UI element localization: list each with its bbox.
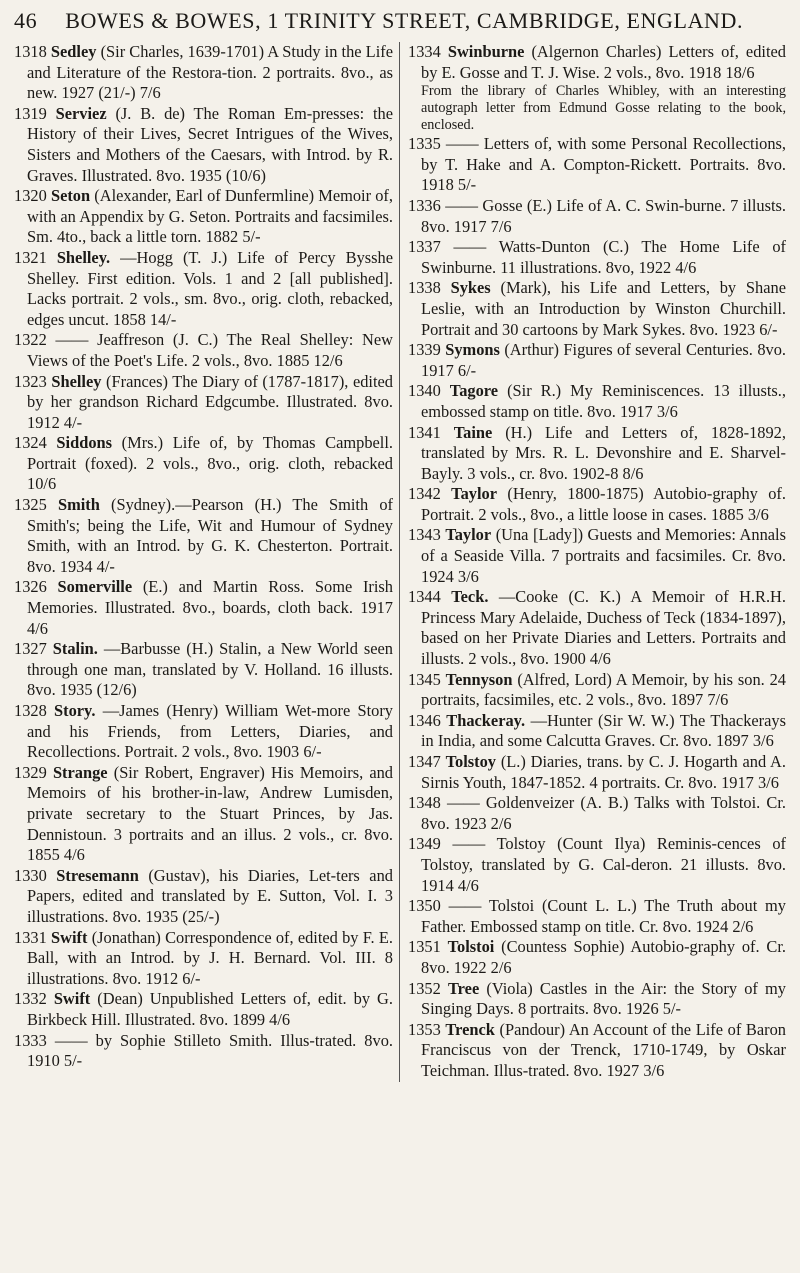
entry-text: (Sir Charles, 1639-1701) A Study in the Life and Literature of the Restora-tion. 2 portraits. 8vo., as new. 1927 (21/-) 7/6	[27, 42, 393, 103]
page-title: BOWES & BOWES, 1 TRINITY STREET, CAMBRIDGE, ENGLAND.	[65, 8, 744, 33]
catalogue-entry	[14, 577, 393, 639]
entry-note	[408, 83, 786, 134]
entry-text: —Cooke (C. K.) A Memoir of H.R.H. Princess Mary Adelaide, Duchess of Teck (1834-1897), based on her Private Diaries and Letters. Portraits and illusts. 2 vols., 8vo. 1900 4/6	[421, 587, 786, 669]
catalogue-entry	[408, 896, 786, 937]
entry-text: (Sir Robert, Engraver) His Memoirs, and Memoirs of his brother-in-law, Andrew Lumisden, private secretary to the Stuart Princes, by Jas. Dennistoun. 3 portraits and an illus. 2 vols., cr. 8vo. 1855 4/6	[27, 762, 393, 865]
catalogue-entry	[14, 433, 393, 495]
entry-name: Story.	[54, 701, 96, 720]
catalogue-entry	[408, 237, 786, 278]
entry-number: 1324	[14, 433, 47, 453]
entry-name: Siddons	[56, 433, 113, 453]
page-header	[14, 8, 788, 42]
entry-number: 1327	[14, 639, 47, 659]
entry-number: 1345	[408, 669, 441, 689]
entry-name: Tree	[447, 978, 480, 998]
entry-text: (L.) Diaries, trans. by C. J. Hogarth and A. Sirnis Youth, 1847-1852. 4 portraits. Cr. 8vo. 1917 3/6	[421, 752, 786, 792]
entry-text: (Dean) Unpublished Letters of, edit. by G. Birkbeck Hill. Illustrated. 8vo. 1899 4/6	[27, 989, 393, 1029]
entry-number: 1338	[408, 278, 441, 298]
entry-text: (Mrs.) Life of, by Thomas Campbell. Portrait (foxed). 2 vols., 8vo., orig. cloth, rebacked 10/6	[27, 433, 393, 494]
entry-name: Stalin.	[52, 639, 98, 659]
entry-name: Taylor	[445, 525, 492, 545]
entry-name: Sykes	[450, 278, 491, 298]
catalogue-entry	[408, 484, 786, 525]
catalogue-entry	[408, 834, 786, 896]
catalogue-entry	[408, 134, 786, 196]
entry-text: —— Goldenveizer (A. B.) Talks with Tolstoi. Cr. 8vo. 1923 2/6	[421, 793, 786, 833]
entry-name: Somerville	[57, 577, 133, 597]
catalogue-entry	[408, 711, 786, 752]
entry-number: 1329	[14, 762, 47, 782]
entry-name: Stresemann	[56, 865, 139, 885]
entry-text: —— Gosse (E.) Life of A. C. Swin-burne. 7 illusts. 8vo. 1917 7/6	[421, 195, 786, 236]
catalogue-entry	[14, 330, 393, 371]
entry-number: 1323	[14, 371, 47, 391]
entry-name: Taine	[453, 422, 493, 442]
entry-name: Swift	[51, 927, 88, 947]
entry-number: 1342	[408, 484, 441, 504]
catalogue-entry	[14, 639, 393, 701]
entry-text: —James (Henry) William Wet-more Story and his Friends, from Letters, Diaries, and Recollections. Portrait. 2 vols., 8vo. 1903 6/-	[27, 701, 393, 762]
entry-name: Tagore	[449, 381, 499, 401]
entry-text: (Frances) The Diary of (1787-1817), edited by her grandson Richard Edgcumbe. Illustrated. 8vo. 1912 4/-	[27, 371, 393, 432]
entry-number: 1339	[408, 340, 441, 360]
catalogue-entry	[14, 928, 393, 990]
catalogue-entry	[408, 752, 786, 793]
entry-number: 1336	[408, 195, 441, 215]
entry-text: From the library of Charles Whibley, with an interesting autograph letter from Edmund Gosse relating to the book, enclosed.	[421, 83, 786, 134]
entry-text: (Henry, 1800-1875) Autobio-graphy of. Portrait. 2 vols., 8vo., a little loose in cases. 1885 3/6	[421, 484, 786, 524]
entry-number: 1334	[408, 42, 441, 61]
catalogue-entry	[408, 278, 786, 340]
entry-text: (Alexander, Earl of Dunfermline) Memoir of, with an Appendix by G. Seton. Portraits and facsimiles. Sm. 4to., back a little torn. 1882 5/-	[27, 186, 393, 247]
catalogue-columns	[14, 42, 788, 1082]
entry-number: 1326	[14, 577, 47, 597]
entry-text: (Mark), his Life and Letters, by Shane Leslie, with an Introduction by Winston Churchill. Portrait and 30 cartoons by Mark Sykes. 8vo. 1923 6/-	[421, 278, 786, 339]
entry-number: 1341	[408, 422, 441, 442]
entry-name: Shelley	[51, 371, 102, 391]
entry-name: Seton	[50, 186, 91, 206]
catalogue-entry	[408, 42, 786, 83]
catalogue-entry	[14, 372, 393, 434]
entry-text: —— by Sophie Stilleto Smith. Illus-trated. 8vo. 1910 5/-	[27, 1030, 393, 1071]
entry-name: Taylor	[451, 484, 497, 504]
catalogue-entry	[408, 793, 786, 834]
entry-number: 1352	[408, 978, 441, 998]
entry-number: 1340	[408, 381, 441, 401]
entry-text: (Pandour) An Account of the Life of Baron Franciscus von der Trenck, 1710-1749, by Oskar Teichman. Illus-trated. 8vo. 1927 3/6	[421, 1019, 786, 1080]
entry-name: Trenck	[445, 1019, 495, 1039]
entry-text: —Hunter (Sir W. W.) The Thackerays in India, and some Calcutta Graves. Cr. 8vo. 1897 3/6	[421, 710, 786, 751]
left-column	[14, 42, 400, 1082]
entry-number: 1337	[408, 237, 441, 257]
catalogue-entry	[408, 525, 786, 587]
catalogue-entry	[14, 701, 393, 763]
entry-text: —Barbusse (H.) Stalin, a New World seen through one man, translated by V. Holland. 16 illusts. 8vo. 1935 (12/6)	[27, 639, 393, 700]
entry-text: (Sir R.) My Reminiscences. 13 illusts., embossed stamp on title. 8vo. 1917 3/6	[421, 381, 786, 421]
catalogue-entry	[14, 42, 393, 104]
entry-text: (Jonathan) Correspondence of, edited by F. E. Ball, with an Introd. by J. H. Bernard. Vol. III. 8 illustrations. 8vo. 1912 6/-	[27, 927, 393, 988]
page-number: 46	[14, 8, 38, 33]
entry-text: —— Watts-Dunton (C.) The Home Life of Swinburne. 11 illustrations. 8vo, 1922 4/6	[421, 237, 786, 277]
entry-text: —— Tolstoy (Count Ilya) Reminis-cences of Tolstoy, translated by G. Cal-deron. 21 illusts. 8vo. 1914 4/6	[421, 834, 786, 895]
entry-text: (Countess Sophie) Autobio-graphy of. Cr. 8vo. 1922 2/6	[421, 937, 786, 977]
catalogue-entry	[408, 340, 786, 381]
entry-number: 1346	[408, 710, 441, 730]
catalogue-entry	[14, 1031, 393, 1072]
entry-number: 1328	[14, 701, 47, 720]
catalogue-entry	[408, 196, 786, 237]
entry-number: 1343	[408, 525, 441, 545]
catalogue-entry	[14, 186, 393, 248]
entry-name: Smith	[57, 495, 100, 515]
entry-text: —— Letters of, with some Personal Recollections, by T. Hake and A. Compton-Rickett. Portraits. 8vo. 1918 5/-	[421, 134, 786, 195]
entry-name: Tennyson	[445, 669, 513, 689]
catalogue-entry	[408, 937, 786, 978]
entry-number: 1347	[408, 752, 441, 771]
entry-number: 1318	[14, 42, 47, 61]
entry-number: 1325	[14, 495, 47, 515]
entry-number: 1348	[408, 793, 441, 813]
catalogue-entry	[408, 979, 786, 1020]
entry-text: (J. B. de) The Roman Em-presses: the History of their Lives, Secret Intrigues of the Wives, Sisters and Mothers of the Caesars, with Introd. by R. Graves. Illustrated. 8vo. 1935 (10/6)	[27, 103, 393, 185]
entry-number: 1350	[408, 896, 441, 916]
catalogue-entry	[14, 989, 393, 1030]
entry-text: (Arthur) Figures of several Centuries. 8vo. 1917 6/-	[421, 340, 786, 380]
entry-text: (Viola) Castles in the Air: the Story of my Singing Days. 8 portraits. 8vo. 1926 5/-	[421, 978, 786, 1019]
entry-text: —— Tolstoi (Count L. L.) The Truth about my Father. Embossed stamp on title. Cr. 8vo. 1924 2/6	[421, 896, 786, 936]
entry-name: Shelley.	[56, 247, 111, 267]
catalogue-entry	[408, 423, 786, 485]
entry-number: 1330	[14, 865, 47, 885]
catalogue-entry	[408, 381, 786, 422]
entry-number: 1331	[14, 927, 47, 947]
entry-number: 1332	[14, 989, 47, 1009]
entry-number: 1333	[14, 1030, 47, 1050]
entry-text: (Algernon Charles) Letters of, edited by E. Gosse and T. J. Wise. 2 vols., 8vo. 1918 18/6	[421, 42, 786, 82]
entry-number: 1351	[408, 937, 441, 957]
entry-text: —— Jeaffreson (J. C.) The Real Shelley: New Views of the Poet's Life. 2 vols., 8vo. 1885 12/6	[27, 330, 393, 370]
entry-text: (Gustav), his Diaries, Let-ters and Papers, edited and translated by E. Sutton, Vol. I. 3 illustrations. 8vo. 1935 (25/-)	[27, 865, 393, 926]
entry-name: Tolstoi	[447, 937, 495, 957]
catalogue-entry	[408, 670, 786, 711]
catalogue-entry	[14, 866, 393, 928]
catalogue-entry	[14, 763, 393, 866]
entry-name: Teck.	[451, 587, 489, 607]
catalogue-entry	[408, 1020, 786, 1082]
entry-text: (Una [Lady]) Guests and Memories: Annals of a Seaside Villa. 7 portraits and facsimiles. Cr. 8vo. 1924 3/6	[421, 525, 786, 586]
entry-number: 1335	[408, 134, 441, 154]
entry-name: Swift	[53, 989, 91, 1009]
entry-text: (Alfred, Lord) A Memoir, by his son. 24 portraits, facsimiles, etc. 2 vols., 8vo. 1897 7/6	[421, 669, 786, 710]
catalogue-entry	[14, 495, 393, 577]
catalogue-entry	[14, 248, 393, 330]
entry-name: Symons	[445, 340, 500, 360]
entry-text: (E.) and Martin Ross. Some Irish Memories. Illustrated. 8vo., boards, cloth back. 1917 4/6	[27, 577, 393, 638]
right-column	[400, 42, 786, 1082]
entry-text: (H.) Life and Letters of, 1828-1892, translated by Mrs. R. L. Devonshire and E. Sharvel-Bayly. 3 vols., cr. 8vo. 1902-8 8/6	[421, 422, 786, 483]
entry-name: Thackeray.	[446, 710, 526, 730]
entry-number: 1344	[408, 587, 441, 607]
entry-number: 1320	[14, 186, 47, 206]
entry-name: Swinburne	[447, 42, 525, 61]
entry-number: 1349	[408, 834, 441, 854]
entry-name: Strange	[52, 762, 108, 782]
entry-number: 1353	[408, 1019, 441, 1039]
entry-number: 1322	[14, 330, 47, 350]
entry-name: Serviez	[55, 103, 107, 123]
catalogue-entry	[408, 587, 786, 669]
entry-text: (Sydney).—Pearson (H.) The Smith of Smith's; being the Life, Wit and Humour of Sydney Smith, with an Introd. by G. K. Chesterton. Portrait. 8vo. 1934 4/-	[27, 495, 393, 576]
catalogue-entry	[14, 104, 393, 186]
entry-text: —Hogg (T. J.) Life of Percy Bysshe Shelley. First edition. Vols. 1 and 2 [all published]. Lacks portrait. 2 vols., sm. 8vo., orig. cloth, rebacked, edges uncut. 1858 14/-	[27, 247, 393, 329]
entry-name: Sedley	[50, 42, 97, 61]
entry-name: Tolstoy	[445, 752, 496, 771]
entry-number: 1319	[14, 103, 47, 123]
entry-number: 1321	[14, 247, 47, 267]
